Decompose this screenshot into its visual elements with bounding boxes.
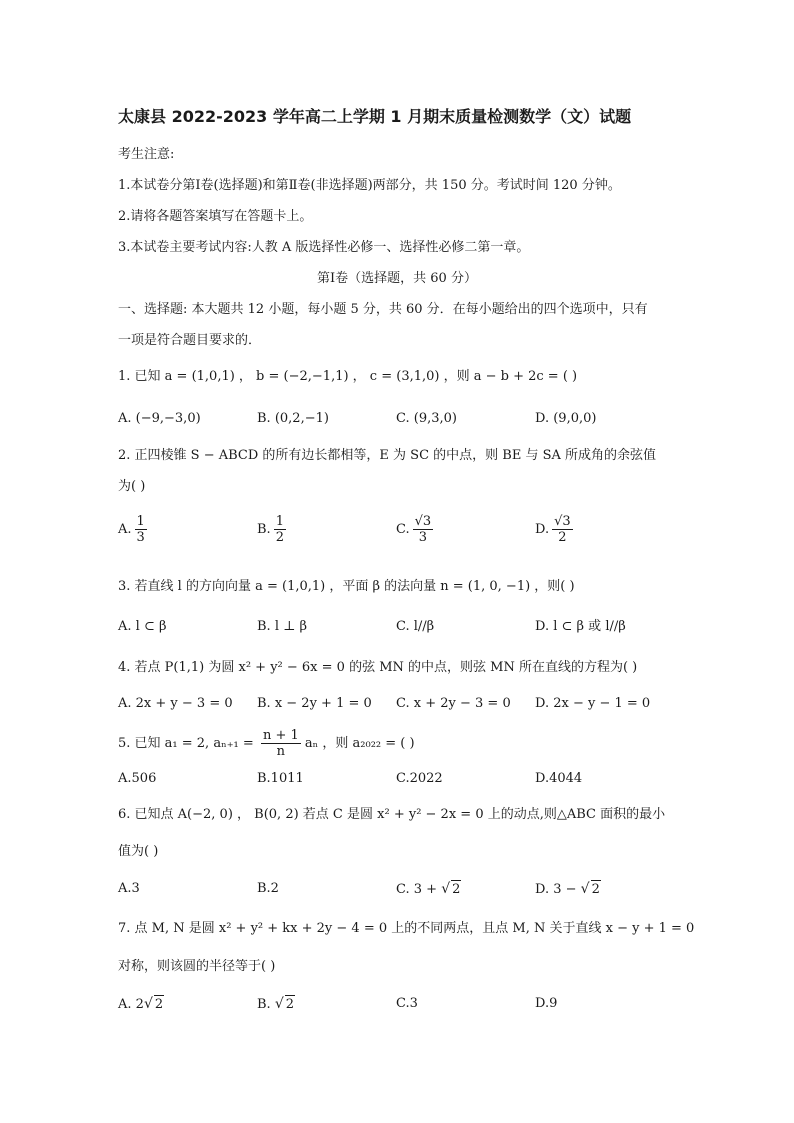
question-6-option-d [535,880,601,899]
radicand: 2 [285,997,295,1012]
question-7-stem-line1: 7. 点 M, N 是圆 x² + y² + kx + 2y − 4 = 0 上的不同两点，且点 M, N 关于直线 x − y + 1 = 0 [118,921,695,936]
question-5-prefix: 5. 已知 a₁ = 2, aₙ₊₁ = [118,736,258,751]
exam-title: 太康县 2022-2023 学年高二上学期 1 月期末质量检测数学（文）试题 [118,107,632,126]
sqrt-sign-icon: √ [580,881,590,897]
question-5-option-b: B.1011 [257,771,304,786]
question-7-option-c: C.3 [396,996,418,1011]
question-3-option-d: D. l ⊂ β 或 l//β [535,619,626,634]
question-5-suffix: aₙ ，则 a₂₀₂₂ = ( ) [300,736,415,751]
fraction [274,514,286,545]
question-2-option-a [118,514,147,545]
radicand: 2 [154,997,164,1012]
question-3-stem: 3. 若直线 l 的方向向量 a = (1,0,1) ，平面 β 的法向量 n = (1, 0, −1) ，则( ) [118,579,575,594]
fraction-denominator: n [276,744,286,759]
question-6-stem-line2: 值为( ) [118,844,159,859]
question-4-stem: 4. 若点 P(1,1) 为圆 x² + y² − 6x = 0 的弦 MN 的中点，则弦 MN 所在直线的方程为( ) [118,660,638,675]
option-label: A. [118,522,132,537]
question-2-option-d [535,514,573,545]
question-2-option-c [396,514,433,545]
notice-heading: 考生注意: [118,147,175,162]
fraction-denominator: 3 [136,530,145,545]
question-6-stem-line1: 6. 已知点 A(−2, 0) ， B(0, 2) 若点 C 是圆 x² + y² − 2x = 0 上的动点,则△ABC 面积的最小 [118,807,666,822]
section1-intro-line2: 一项是符合题目要求的． [118,333,262,348]
question-1-stem: 1. 已知 a = (1,0,1) ， b = (−2,−1,1) ， c = (3,1,0) ，则 a − b + 2c = ( ) [118,369,578,384]
option-label: D. [535,522,550,537]
question-7-option-a [118,995,164,1014]
question-7-option-d: D.9 [535,996,558,1011]
notice-item-3: 3.本试卷主要考试内容:人教 A 版选择性必修一、选择性必修二第一章。 [118,240,530,255]
option-label: B. [257,522,271,537]
question-7-stem-line2: 对称，则该圆的半径等于( ) [118,959,276,974]
option-prefix: A. 2 [118,997,144,1012]
question-7-option-b [257,995,295,1014]
option-label: C. [396,522,410,537]
question-1-option-b: B. (0,2,−1) [257,411,329,426]
question-5-stem [118,728,415,759]
question-6-option-b: B.2 [257,881,279,896]
sqrt-sign-icon: √ [143,996,153,1012]
question-2-option-b [257,514,286,545]
question-2-stem-line1: 2. 正四棱锥 S − ABCD 的所有边长都相等，E 为 SC 的中点，则 BE 与 SA 所成角的余弦值 [118,448,657,463]
notice-item-1: 1.本试卷分第Ⅰ卷(选择题)和第Ⅱ卷(非选择题)两部分，共 150 分。考试时间 120 分钟。 [118,178,621,193]
part1-heading: 第Ⅰ卷（选择题，共 60 分） [317,271,477,286]
question-6-option-c [396,880,461,899]
fraction [552,514,573,545]
fraction-numerator: √3 [554,514,571,529]
question-2-stem-line2: 为( ) [118,479,146,494]
question-3-option-b: B. l ⊥ β [257,619,307,634]
option-prefix: D. 3 − [535,882,581,897]
notice-item-2: 2.请将各题答案填写在答题卡上。 [118,209,313,224]
fraction-denominator: 2 [275,530,284,545]
question-5-option-a: A.506 [118,771,157,786]
question-6-option-a: A.3 [118,881,140,896]
fraction [413,514,434,545]
option-prefix: C. 3 + [396,882,442,897]
question-3-option-a: A. l ⊂ β [118,619,167,634]
fraction-denominator: 2 [558,530,567,545]
fraction-numerator: n + 1 [262,728,299,743]
question-4-option-a: A. 2x + y − 3 = 0 [118,696,233,711]
section1-intro-line1: 一、选择题: 本大题共 12 小题，每小题 5 分，共 60 分．在每小题给出的四个选项中，只有 [118,302,648,317]
question-4-option-b: B. x − 2y + 1 = 0 [257,696,372,711]
question-1-option-d: D. (9,0,0) [535,411,597,426]
fraction-numerator: √3 [414,514,432,529]
question-3-option-c: C. l//β [396,619,435,634]
question-4-option-d: D. 2x − y − 1 = 0 [535,696,651,711]
radicand: 2 [591,882,600,897]
question-5-option-d: D.4044 [535,771,583,786]
question-5-option-c: C.2022 [396,771,443,786]
question-1-option-c: C. (9,3,0) [396,411,457,426]
fraction-numerator: 1 [136,514,145,529]
sqrt-sign-icon: √ [441,881,451,897]
fraction-numerator: 1 [275,514,284,529]
fraction [135,514,147,545]
radicand: 2 [452,882,461,897]
fraction-denominator: 3 [418,530,428,545]
fraction [261,728,301,759]
question-1-option-a: A. (−9,−3,0) [118,411,201,426]
question-4-option-c: C. x + 2y − 3 = 0 [396,696,511,711]
sqrt-sign-icon: √ [274,996,284,1012]
option-prefix: B. [257,997,275,1012]
